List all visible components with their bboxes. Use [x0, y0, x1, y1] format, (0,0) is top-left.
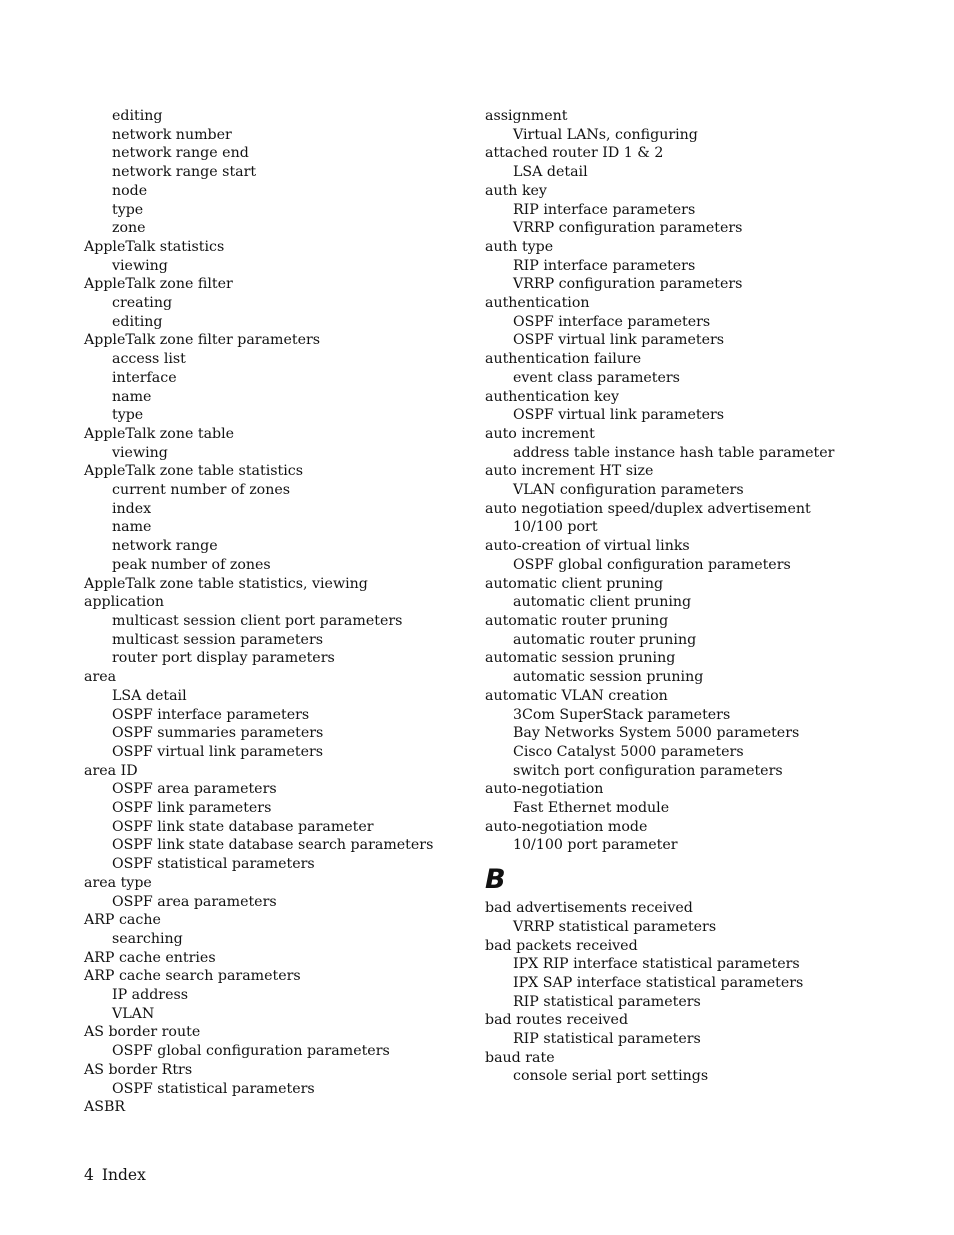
index-subentry: automatic session pruning	[513, 669, 704, 686]
index-subentry: 3Com SuperStack parameters	[513, 706, 731, 723]
index-entry: automatic session pruning	[485, 650, 676, 667]
index-entry: AppleTalk zone table statistics	[84, 463, 303, 480]
index-entry: AppleTalk zone table	[84, 425, 235, 442]
index-entry: auto-creation of virtual links	[485, 538, 690, 555]
index-subentry: peak number of zones	[112, 556, 271, 573]
index-subentry: address table instance hash table parameter	[513, 444, 835, 461]
index-entry: authentication failure	[485, 351, 642, 368]
index-subentry: node	[112, 182, 148, 199]
index-subentry: automatic client pruning	[513, 594, 692, 611]
index-subentry: OSPF global configuration parameters	[112, 1043, 390, 1060]
index-column-left	[84, 107, 464, 1117]
index-subentry: OSPF interface parameters	[112, 706, 310, 723]
index-subentry: interface	[112, 369, 177, 386]
index-entry: area type	[84, 874, 152, 891]
index-subentry: LSA detail	[112, 687, 187, 704]
index-subentry: RIP interface parameters	[513, 257, 696, 274]
index-subentry: OSPF statistical parameters	[112, 856, 315, 873]
index-entry: AppleTalk zone filter	[84, 276, 233, 293]
index-subentry: Bay Networks System 5000 parameters	[513, 725, 800, 742]
index-subentry: editing	[112, 313, 163, 330]
index-subentry: OSPF virtual link parameters	[513, 332, 725, 349]
index-subentry: OSPF link parameters	[112, 800, 272, 817]
index-subentry: access list	[112, 351, 186, 368]
index-entry: baud rate	[485, 1049, 555, 1066]
index-subentry: Fast Ethernet module	[513, 800, 670, 817]
index-subentry: 10/100 port	[513, 519, 598, 536]
index-subentry: VRRP configuration parameters	[513, 276, 743, 293]
index-entry: AppleTalk zone filter parameters	[84, 332, 321, 349]
index-entry: authentication	[485, 295, 590, 312]
index-subentry: OSPF virtual link parameters	[513, 407, 725, 424]
index-subentry: network range end	[112, 145, 249, 162]
index-entry: automatic router pruning	[485, 612, 669, 629]
index-entry: assignment	[485, 108, 568, 124]
index-subentry: multicast session parameters	[112, 631, 324, 648]
index-subentry: RIP statistical parameters	[513, 1031, 701, 1048]
index-entry: ARP cache	[84, 912, 161, 929]
index-entry: authentication key	[485, 388, 620, 405]
index-subentry: creating	[112, 295, 173, 312]
index-entry: bad routes received	[485, 1012, 629, 1029]
index-subentry: switch port configuration parameters	[513, 762, 783, 779]
index-entry: attached router ID 1 & 2	[485, 145, 664, 162]
index-entry: AppleTalk zone table statistics, viewing	[84, 575, 368, 592]
index-entry: ARP cache search parameters	[84, 968, 301, 985]
index-entry: auto-negotiation	[485, 781, 604, 798]
index-entry: bad packets received	[485, 937, 638, 954]
index-subentry: VLAN	[112, 1005, 155, 1022]
index-subentry: VLAN configuration parameters	[513, 482, 744, 499]
index-subentry: Cisco Catalyst 5000 parameters	[513, 743, 744, 760]
index-subentry: searching	[112, 930, 183, 947]
index-subentry: OSPF area parameters	[112, 781, 277, 798]
index-subentry: OSPF area parameters	[112, 893, 277, 910]
index-subentry: OSPF link state database parameter	[112, 818, 374, 835]
index-subentry: editing	[112, 108, 163, 124]
index-subentry: LSA detail	[513, 164, 588, 181]
index-subentry: network range	[112, 538, 218, 555]
index-subentry: IP address	[112, 987, 189, 1004]
index-entry: area ID	[84, 762, 138, 779]
index-entry: auto-negotiation mode	[485, 818, 648, 835]
index-subentry: event class parameters	[513, 369, 680, 386]
index-entry: auto negotiation speed/duplex advertisement	[485, 500, 811, 517]
index-entry: ARP cache entries	[84, 949, 216, 966]
index-subentry: automatic router pruning	[513, 631, 697, 648]
index-subentry: name	[112, 388, 152, 405]
index-subentry: IPX SAP interface statistical parameters	[513, 974, 804, 991]
index-subentry: viewing	[112, 257, 168, 274]
index-subentry: index	[112, 500, 152, 517]
index-entry: AppleTalk statistics	[84, 238, 225, 255]
index-subentry: zone	[112, 220, 146, 237]
index-subentry: VRRP configuration parameters	[513, 220, 743, 237]
index-subentry: IPX RIP interface statistical parameters	[513, 956, 800, 973]
index-subentry: OSPF interface parameters	[513, 313, 711, 330]
index-subentry: type	[112, 201, 144, 218]
index-entry: AS border route	[84, 1024, 201, 1041]
index-entry: area	[84, 669, 117, 686]
index-subentry: current number of zones	[112, 482, 291, 499]
index-subentry: console serial port settings	[513, 1068, 709, 1085]
index-entry: application	[84, 594, 165, 611]
index-entry: ASBR	[84, 1099, 126, 1116]
index-subentry: type	[112, 407, 144, 424]
index-subentry: RIP statistical parameters	[513, 993, 701, 1010]
index-column-right	[485, 107, 925, 1086]
index-subentry: OSPF statistical parameters	[112, 1080, 315, 1097]
index-subentry: OSPF virtual link parameters	[112, 743, 324, 760]
index-subentry: OSPF global configuration parameters	[513, 556, 791, 573]
page-footer	[84, 1165, 146, 1185]
index-entry: AS border Rtrs	[84, 1061, 193, 1078]
index-entry: auth key	[485, 182, 547, 199]
index-subentry: RIP interface parameters	[513, 201, 696, 218]
index-subentry: router port display parameters	[112, 650, 335, 667]
index-entry: automatic client pruning	[485, 575, 664, 592]
index-entry: auto increment HT size	[485, 463, 654, 480]
index-subentry: VRRP statistical parameters	[513, 918, 717, 935]
index-subentry: Virtual LANs, configuring	[513, 126, 698, 143]
index-subentry: viewing	[112, 444, 168, 461]
index-subentry: OSPF link state database search parameters	[112, 837, 434, 854]
index-subentry: multicast session client port parameters	[112, 612, 403, 629]
index-subentry: name	[112, 519, 152, 536]
index-subentry: network number	[112, 126, 232, 143]
index-entry: automatic VLAN creation	[485, 687, 668, 704]
index-entry: auth type	[485, 238, 554, 255]
page-number: 4	[84, 1166, 94, 1184]
index-subentry: 10/100 port parameter	[513, 837, 678, 854]
index-entry: auto increment	[485, 425, 595, 442]
section-title: Index	[101, 1166, 146, 1184]
index-subentry: OSPF summaries parameters	[112, 725, 324, 742]
index-subentry: network range start	[112, 164, 257, 181]
index-entry: bad advertisements received	[485, 900, 693, 917]
section-letter: B	[485, 864, 506, 896]
